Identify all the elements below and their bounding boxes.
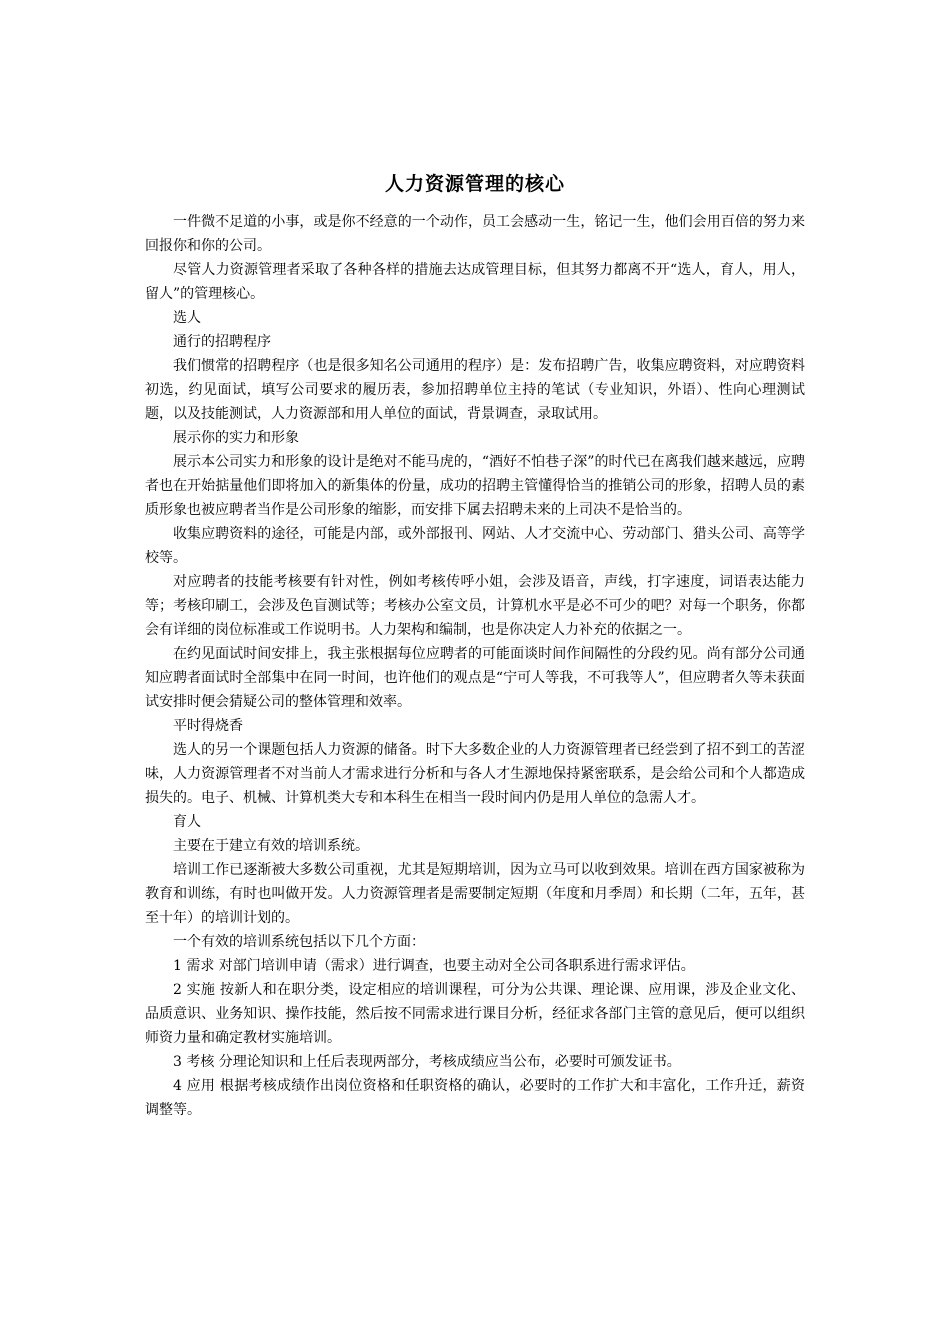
- list-item: 3 考核 分理论知识和上任后表现两部分，考核成绩应当公布，必要时可颁发证书。: [173, 1054, 681, 1070]
- document-title: 人力资源管理的核心: [384, 173, 565, 195]
- subsection-heading: 通行的招聘程序: [173, 334, 271, 350]
- paragraph: 选人的另一个课题包括人力资源的储备。时下大多数企业的人力资源管理者已经尝到了招不到工的苦涩味，人力资源管理者不对当前人才需求进行分析和与各人才生源地保持紧密联系，是会给公司和个人都造成损失的。电子、机械、计算机类大专和本科生在相当一段时间内仍是用人单位的急需人才。: [145, 742, 805, 806]
- paragraph: 在约见面试时间安排上，我主张根据每位应聘者的可能面谈时间作间隔性的分段约见。尚有部分公司通知应聘者面试时全部集中在同一时间，也许他们的观点是“宁可人等我，不可我等人”，但应聘者久等未获面试安排时便会猜疑公司的整体管理和效率。: [145, 646, 805, 710]
- list-item: 4 应用 根据考核成绩作出岗位资格和任职资格的确认，必要时的工作扩大和丰富化，工作升迁，薪资调整等。: [145, 1078, 805, 1118]
- list-item: 2 实施 按新人和在职分类，设定相应的培训课程，可分为公共课、理论课、应用课，涉及企业文化、品质意识、业务知识、操作技能，然后按不同需求进行课目分析，经征求各部门主管的意见后，便可以组织师资力量和确定教材实施培训。: [145, 982, 805, 1046]
- paragraph: 对应聘者的技能考核要有针对性，例如考核传呼小姐，会涉及语音，声线，打字速度，词语表达能力等；考核印刷工，会涉及色盲测试等；考核办公室文员，计算机水平是必不可少的吧？对每一个职务，你都会有详细的岗位标准或工作说明书。人力架构和编制，也是你决定人力补充的依据之一。: [145, 574, 805, 638]
- paragraph: 一件微不足道的小事，或是你不经意的一个动作，员工会感动一生，铭记一生，他们会用百倍的努力来回报你和你的公司。: [145, 214, 805, 254]
- subsection-heading: 平时得烧香: [173, 718, 243, 734]
- paragraph: 主要在于建立有效的培训系统。: [173, 838, 369, 854]
- subsection-heading: 展示你的实力和形象: [173, 430, 299, 446]
- section-heading: 育人: [173, 814, 201, 830]
- paragraph: 我们惯常的招聘程序（也是很多知名公司通用的程序）是：发布招聘广告，收集应聘资料，对应聘资料初选，约见面试，填写公司要求的履历表，参加招聘单位主持的笔试（专业知识，外语）、性向心理测试题，以及技能测试，人力资源部和用人单位的面试，背景调查，录取试用。: [145, 358, 805, 422]
- paragraph: 培训工作已逐渐被大多数公司重视，尤其是短期培训，因为立马可以收到效果。培训在西方国家被称为教育和训练，有时也叫做开发。人力资源管理者是需要制定短期（年度和月季周）和长期（二年，五年，甚至十年）的培训计划的。: [145, 862, 805, 926]
- list-item: 1 需求 对部门培训申请（需求）进行调查，也要主动对全公司各职系进行需求评估。: [173, 958, 695, 974]
- paragraph: 展示本公司实力和形象的设计是绝对不能马虎的，“酒好不怕巷子深”的时代已在离我们越来越远，应聘者也在开始掂量他们即将加入的新集体的份量，成功的招聘主管懂得恰当的推销公司的形象，招聘人员的素质形象也被应聘者当作是公司形象的缩影，而安排下属去招聘未来的上司决不是恰当的。: [145, 454, 805, 518]
- paragraph: 尽管人力资源管理者采取了各种各样的措施去达成管理目标，但其努力都离不开“选人，育人，用人，留人”的管理核心。: [145, 262, 805, 302]
- document-page: [145, 170, 805, 1122]
- paragraph: 一个有效的培训系统包括以下几个方面：: [173, 934, 425, 950]
- section-heading: 选人: [173, 310, 201, 326]
- paragraph: 收集应聘资料的途径，可能是内部，或外部报刊、网站、人才交流中心、劳动部门、猎头公司、高等学校等。: [145, 526, 805, 566]
